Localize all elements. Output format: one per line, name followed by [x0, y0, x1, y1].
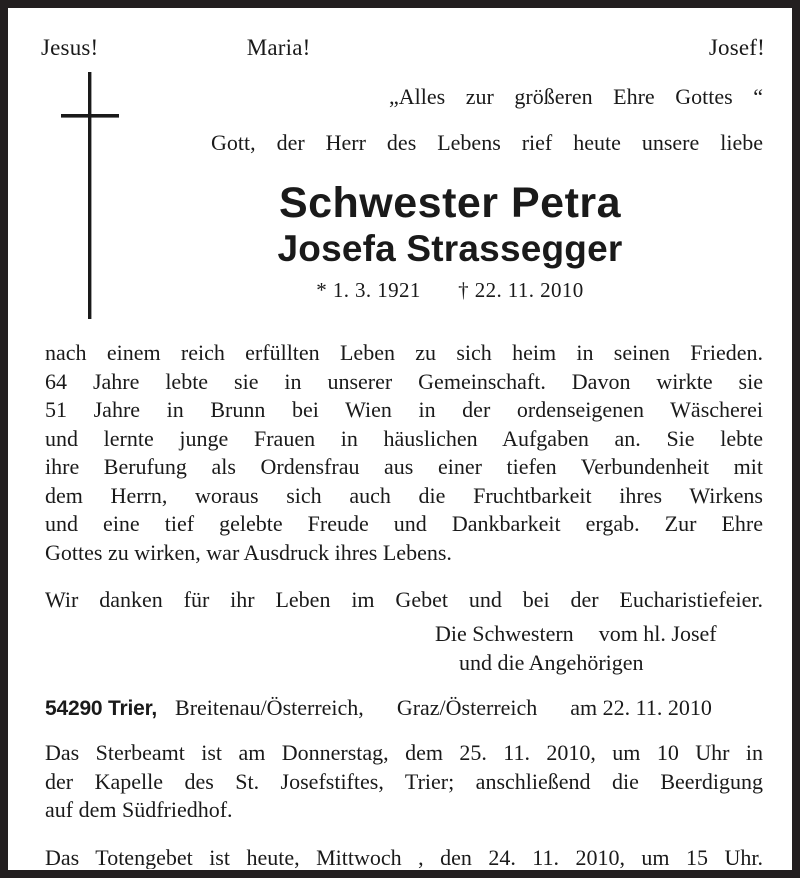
address-city: 54290 Trier, — [45, 697, 158, 720]
deceased-name-secondary: Josefa Strassegger — [277, 228, 623, 270]
signature-line-second: und die Angehörigen — [459, 649, 644, 675]
life-dates — [129, 278, 771, 303]
body-line: Gottes zu wirken, war Ausdruck ihres Lebens. — [45, 539, 452, 565]
thanks-line: Wir danken für ihr Leben im Gebet und bei der Eucharistiefeier. — [45, 587, 763, 612]
motto-quote: „Alles zur größeren Ehre Gottes “ — [389, 84, 763, 109]
lead-sentence: Gott, der Herr des Lebens rief heute unsere liebe — [211, 130, 763, 155]
signature-line-first — [435, 619, 763, 648]
signature-block — [45, 619, 763, 677]
prayer-paragraph — [45, 844, 763, 871]
funeral-line: der Kapelle des St. Josefstiftes, Trier; anschließend die Beerdigung — [45, 768, 763, 794]
body-line: 64 Jahre lebte sie in unserer Gemeinschaft. Davon wirkte sie — [45, 368, 763, 394]
address-line — [45, 694, 763, 723]
body-line: und lernte junge Frauen in häuslichen Aufgaben an. Sie lebte — [45, 425, 763, 451]
prayer-line: Das Totengebet ist heute, Mittwoch , den 24. 11. 2010, um 15 Uhr. — [45, 844, 763, 870]
body-line: ihre Berufung als Ordensfrau aus einer tiefen Verbundenheit mit — [45, 454, 763, 479]
funeral-paragraph — [45, 739, 763, 825]
birth-date: * 1. 3. 1921 — [316, 277, 421, 302]
christian-cross-icon — [53, 64, 127, 319]
body-paragraph — [45, 339, 763, 567]
thanks-paragraph — [45, 586, 763, 615]
invocation-jesus: Jesus! — [41, 35, 99, 60]
body-line: und eine tief gelebte Freude und Dankbarkeit ergab. Zur Ehre — [45, 511, 763, 536]
invocation-maria: Maria! — [246, 35, 311, 60]
invocation-josef: Josef! — [708, 35, 765, 60]
obituary-body — [45, 339, 763, 677]
signature-sisters: Die Schwestern — [435, 620, 574, 646]
death-date: † 22. 11. 2010 — [458, 277, 584, 302]
signature-order: vom hl. Josef — [598, 620, 717, 646]
service-information — [45, 739, 763, 870]
deceased-name-block — [129, 181, 771, 303]
address-place-secondary: Graz/Österreich — [396, 695, 538, 720]
paragraph-gap — [45, 825, 763, 844]
address-date: am 22. 11. 2010 — [570, 695, 712, 720]
funeral-line: Das Sterbeamt ist am Donnerstag, dem 25. 11. 2010, um 10 Uhr in — [45, 740, 763, 765]
deceased-name-primary: Schwester Petra — [278, 179, 622, 227]
address-place-primary: Breitenau/Österreich, — [175, 695, 364, 720]
body-line: dem Herrn, woraus sich auch die Fruchtbarkeit ihres Wirkens — [45, 482, 763, 508]
paragraph-gap — [45, 567, 763, 586]
invocation-line — [41, 35, 765, 60]
obituary-notice-body — [8, 8, 792, 870]
body-line: nach einem reich erfüllten Leben zu sich heim in seinen Frieden. — [45, 340, 763, 365]
body-line: 51 Jahre in Brunn bei Wien in der ordenseigenen Wäscherei — [45, 397, 763, 422]
funeral-line: auf dem Südfriedhof. — [45, 797, 233, 822]
